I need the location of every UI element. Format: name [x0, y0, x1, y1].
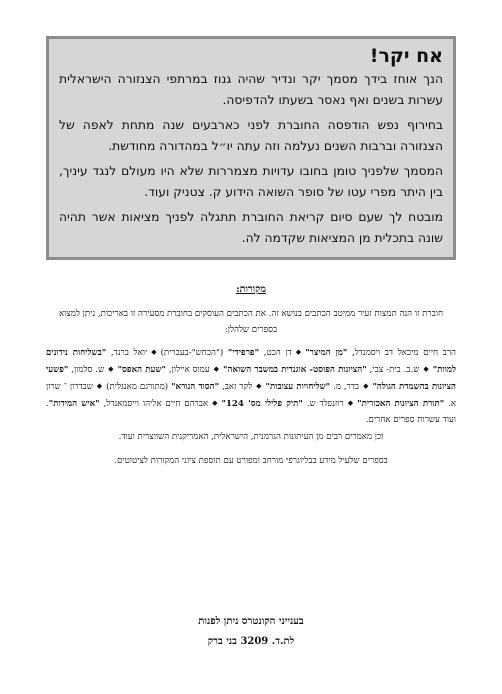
book-title: "שליחויות עצובות": [265, 382, 331, 392]
book-title: "תורת הציונות האכזרית": [357, 399, 445, 409]
book-author: שבדרון ־ שרון א.: [46, 382, 456, 409]
book-entry: [161, 348, 292, 358]
book-author: בדר, מ.: [330, 382, 360, 392]
book-author: רוזנפלד ש.: [302, 399, 344, 409]
contact-footer: [0, 612, 502, 652]
book-title: "מן המיצר": [305, 348, 348, 358]
sources-title: מקורות:: [236, 284, 266, 295]
diamond-separator-icon: ◆: [347, 399, 354, 407]
book-title: "הסוד הנורא": [171, 382, 220, 392]
sources-reference: בספרים שלעיל מידע בבליוגרפי מורחב ומפורט עם תוספת ציוני המקורות לציטוטים.: [114, 456, 388, 466]
books-suffix: . ועוד עשרות ספרים אחרים.: [46, 399, 456, 425]
notice-title: אח יקר!: [369, 45, 443, 67]
book-title: "הציונות הפוסט- אוגנדית במשבר השואה": [223, 365, 367, 375]
book-entry: [49, 399, 208, 409]
sources-more: וכן מאמרים רבים מן העיתונות הגרמנית, הישראלית, האמריקנית השווצרית ועוד.: [118, 432, 384, 442]
notice-paragraph: בחירוף נפש הודפסה החוברת לפני כארבעים שנה מתחת לאפה של הצנזורה וברבות השנים נעלמה וזה עתה יו״ל במהדורה מחודשת.: [59, 118, 443, 153]
diamond-separator-icon: ◆: [213, 365, 220, 373]
book-author: עמוס איילון,: [165, 365, 210, 375]
diamond-separator-icon: ◆: [212, 399, 218, 407]
book-title: "תיק פלילי מס' 124": [221, 399, 303, 409]
book-title: "איש המידות": [48, 399, 100, 409]
notice-paragraph: הנך אוחז בידך מסמך יקר ונדיר שהיה גנוז במרתפי הצנזורה הישראלית עשרות בשנים ואף נאסר בשעתו להדפיסה.: [59, 72, 443, 107]
book-entry: [305, 348, 456, 358]
book-author: דן הכט,: [259, 348, 292, 358]
diamond-separator-icon: ◆: [423, 365, 429, 373]
book-title: "פרפידי": [227, 348, 260, 358]
notice-paragraph: מובטח לך שעם סיום קריאת החוברת תתגלה לפניך מציאות אשר תהיה שונה בתכלית מן המציאות שקדמה לה.: [59, 210, 443, 245]
notice-box: [46, 36, 456, 260]
book-note: ("הכחש"-בעברית): [160, 348, 228, 358]
diamond-separator-icon: ◆: [96, 382, 103, 390]
diamond-separator-icon: ◆: [295, 348, 302, 356]
book-entry: [106, 382, 252, 392]
book-entry: [221, 399, 343, 409]
book-title: "פשעי הציונות בהשמדת הגולה": [46, 365, 456, 392]
book-title: "שעת האפס": [117, 365, 166, 375]
book-author: אברהם חיים אליהו וייסמאנדל,: [99, 399, 209, 409]
footer-address-line: לת.ד. 3209 בני ברק: [207, 636, 295, 647]
diamond-separator-icon: ◆: [363, 382, 369, 390]
book-entry: [118, 365, 210, 375]
book-author: יואל ברנד,: [106, 348, 148, 358]
book-entry: [223, 365, 419, 375]
book-title: "בשליחות נידונים למוות": [46, 348, 456, 375]
notice-paragraph: המסמך שלפניך טומן בחובו עדויות מצמררות שלא היו מעולם לנגד עיניך, בין היתר מפרי עטו של סופר השואה הידוע ק. צטניק ועוד.: [59, 164, 443, 199]
sources-intro: חוברת זו הנה תמצות זעיר ממיטב הכתבים בנושא זה. את הכתבים העוסקים בחוברת מסעירה זו באריכות, ניתן למצוא בספרים שלהלן:: [58, 309, 444, 335]
books-list: [46, 344, 456, 428]
book-author: לקר זאב,: [219, 382, 253, 392]
diamond-separator-icon: ◆: [151, 348, 157, 356]
diamond-separator-icon: ◆: [256, 382, 262, 390]
diamond-separator-icon: ◆: [108, 365, 114, 373]
book-author: ש. סלמון,: [68, 365, 105, 375]
sources-section: [46, 282, 456, 469]
book-note: (מתורגם מאנגלית): [106, 382, 172, 392]
book-author: הרב חיים מיכאל דב ויסמנדל,: [347, 348, 456, 358]
footer-contact-line: בענייני הקונטרס ניתן לפנות: [198, 616, 304, 627]
book-entry: [266, 382, 360, 392]
book-author: ש.ב. בית- צבי,: [366, 365, 420, 375]
